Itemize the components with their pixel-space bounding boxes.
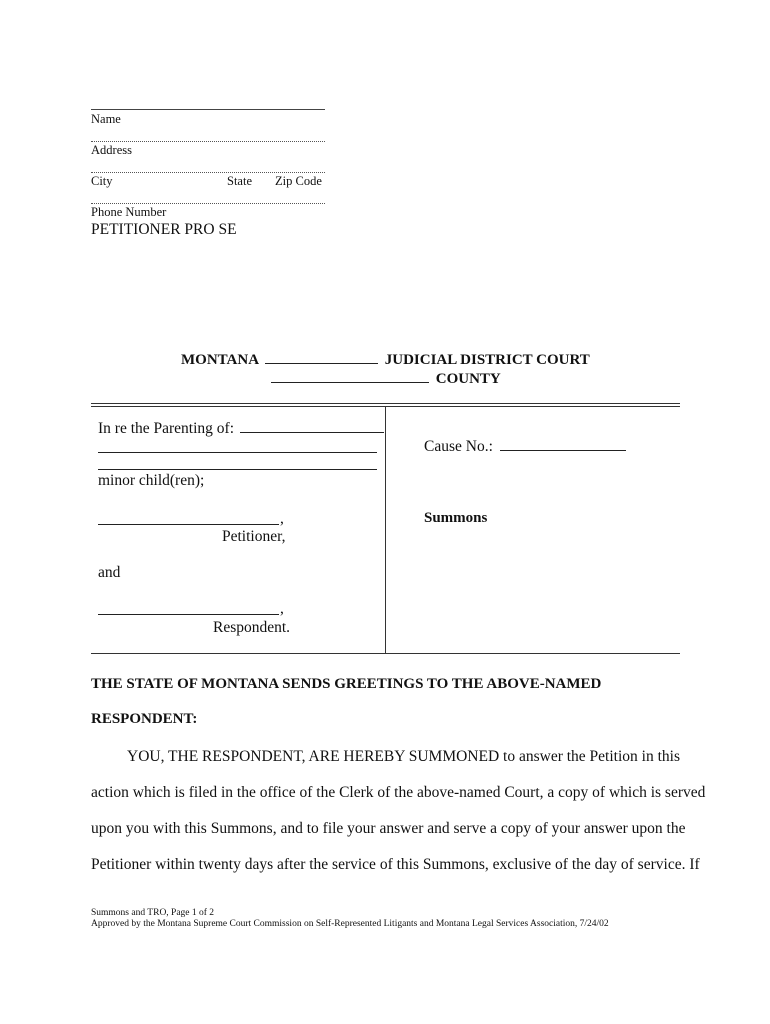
city-label: City (91, 174, 113, 188)
address-line[interactable] (91, 141, 325, 142)
paragraph-line-2: action which is filed in the office of the Clerk of the above-named Court, a copy of which is served (91, 784, 706, 801)
respondent-label: Respondent. (213, 619, 291, 636)
in-re-label: In re the Parenting of: (98, 420, 235, 437)
child-name-field-3[interactable] (98, 469, 377, 470)
paragraph-line-4: Petitioner within twenty days after the service of this Summons, exclusive of the day of service. If (91, 856, 700, 873)
county-heading (271, 368, 501, 388)
respondent-name-field[interactable] (98, 614, 279, 615)
greeting-line-1: THE STATE OF MONTANA SENDS GREETINGS TO THE ABOVE-NAMED (91, 676, 602, 692)
district-number-field[interactable] (265, 349, 378, 364)
county-field[interactable] (271, 368, 429, 383)
paragraph-line-3: upon you with this Summons, and to file your answer and serve a copy of your answer upon the (91, 820, 686, 837)
child-name-field-2[interactable] (98, 452, 377, 453)
caption-bottom-rule (91, 653, 680, 654)
phone-label: Phone Number (91, 205, 167, 219)
minor-children-label: minor child(ren); (98, 472, 205, 489)
county-label: COUNTY (435, 371, 501, 387)
document-title: Summons (424, 510, 488, 526)
petitioner-name-field[interactable] (98, 524, 279, 525)
court-heading (181, 349, 590, 369)
city-line[interactable] (91, 172, 325, 173)
phone-line[interactable] (91, 203, 325, 204)
respondent-comma: , (280, 600, 284, 617)
and-label: and (98, 564, 121, 581)
zip-label: Zip Code (275, 174, 322, 188)
in-re-line (98, 418, 384, 438)
name-line[interactable] (91, 109, 325, 110)
caption-top-rule (91, 403, 680, 404)
cause-no-label: Cause No.: (424, 438, 493, 455)
cause-number-line (424, 436, 626, 456)
court-state: MONTANA (181, 352, 259, 368)
court-name: JUDICIAL DISTRICT COURT (384, 352, 590, 368)
footer-page-info: Summons and TRO, Page 1 of 2 (91, 908, 215, 918)
petitioner-comma: , (280, 510, 284, 527)
cause-number-field[interactable] (500, 436, 626, 451)
name-label: Name (91, 112, 121, 126)
address-label: Address (91, 143, 132, 157)
caption-divider (385, 406, 386, 653)
petitioner-pro-se: PETITIONER PRO SE (91, 221, 237, 238)
paragraph-line-1: YOU, THE RESPONDENT, ARE HEREBY SUMMONED to answer the Petition in this (127, 748, 680, 765)
greeting-line-2: RESPONDENT: (91, 711, 198, 727)
child-name-field-1[interactable] (240, 418, 384, 433)
footer-approval: Approved by the Montana Supreme Court Commission on Self-Represented Litigants and Montana Legal Services Association, 7/24/02 (91, 919, 609, 929)
state-label: State (227, 174, 252, 188)
petitioner-label: Petitioner, (222, 528, 286, 545)
